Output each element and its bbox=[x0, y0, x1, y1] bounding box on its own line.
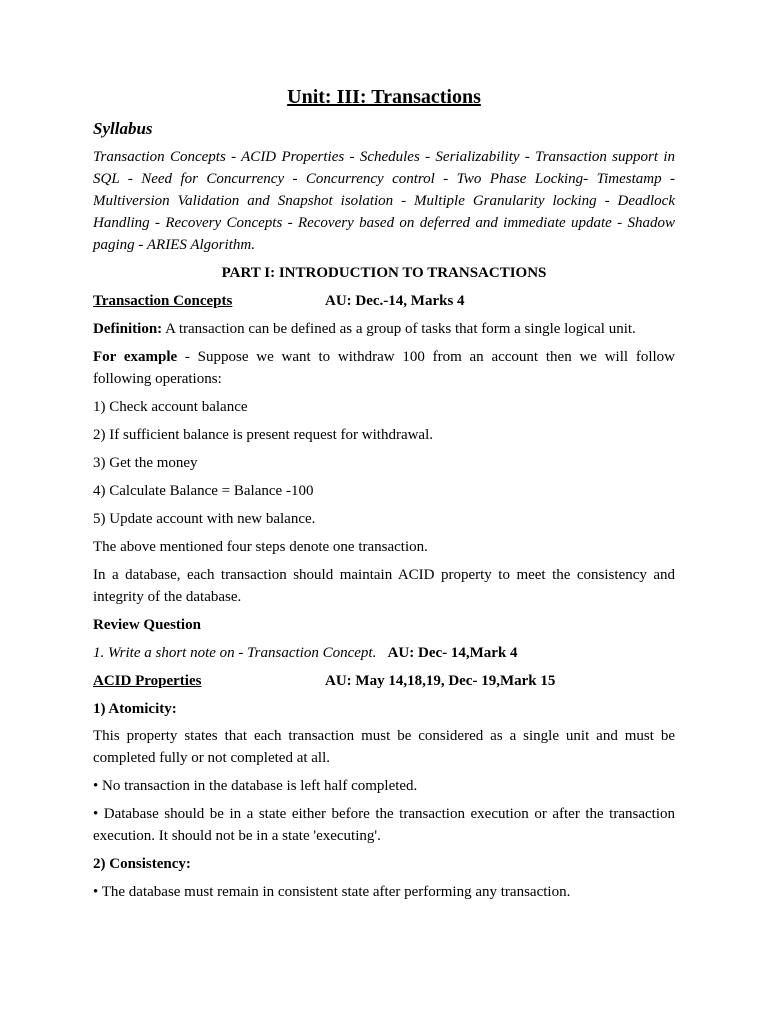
acid-intro-paragraph: In a database, each transaction should maintain ACID property to meet the consistency and integrity of the database. bbox=[93, 567, 675, 605]
atomicity-text: This property states that each transaction must be considered as a single unit and must be completed fully or not completed at all. bbox=[93, 728, 675, 766]
example-label: For example bbox=[93, 349, 178, 365]
list-item: 2) If sufficient balance is present request for withdrawal. bbox=[93, 427, 434, 443]
transaction-concepts-marks: AU: Dec.-14, Marks 4 bbox=[325, 293, 465, 309]
definition-paragraph bbox=[93, 318, 675, 340]
review-question-marks: AU: Dec- 14,Mark 4 bbox=[387, 645, 518, 661]
acid-marks: AU: May 14,18,19, Dec- 19,Mark 15 bbox=[325, 673, 556, 689]
atomicity-bullet: • No transaction in the database is left half completed. bbox=[93, 778, 418, 794]
part1-heading: PART I: INTRODUCTION TO TRANSACTIONS bbox=[221, 265, 547, 281]
page-title: Unit: III: Transactions bbox=[287, 86, 481, 108]
example-text: - Suppose we want to withdraw 100 from an account then we will follow following operations: bbox=[93, 349, 675, 387]
transaction-concepts-heading-row bbox=[93, 290, 675, 312]
review-question-heading: Review Question bbox=[93, 617, 201, 633]
definition-label: Definition: bbox=[93, 321, 163, 337]
definition-text: A transaction can be defined as a group of tasks that form a single logical unit. bbox=[162, 321, 636, 337]
list-item: 1) Check account balance bbox=[93, 399, 248, 415]
atomicity-heading: 1) Atomicity: bbox=[93, 701, 177, 717]
list-item: 5) Update account with new balance. bbox=[93, 511, 316, 527]
consistency-bullet: • The database must remain in consistent state after performing any transaction. bbox=[93, 884, 571, 900]
acid-heading-row bbox=[93, 670, 675, 692]
list-item: 4) Calculate Balance = Balance -100 bbox=[93, 483, 314, 499]
example-paragraph bbox=[93, 346, 675, 390]
consistency-heading: 2) Consistency: bbox=[93, 856, 191, 872]
review-question-row bbox=[93, 642, 675, 664]
syllabus-heading: Syllabus bbox=[93, 119, 153, 138]
steps-summary: The above mentioned four steps denote one transaction. bbox=[93, 539, 428, 555]
atomicity-bullet: • Database should be in a state either before the transaction execution or after the transaction execution. It should not be in a state 'executing'. bbox=[93, 806, 675, 844]
transaction-concepts-heading: Transaction Concepts bbox=[93, 293, 233, 309]
acid-heading: ACID Properties bbox=[93, 673, 202, 689]
syllabus-text: Transaction Concepts - ACID Properties - Schedules - Serializability - Transaction support in SQL - Need for Concurrency - Concurrency control - Two Phase Locking- Timestamp - Multiversion Validation and Snapshot isolation - Multiple Granularity locking - Deadlock Handling - Recovery Concepts - Recovery based on deferred and immediate update - Shadow paging - ARIES Algorithm. bbox=[93, 149, 675, 253]
list-item: 3) Get the money bbox=[93, 455, 198, 471]
review-question-text: 1. Write a short note on - Transaction Concept. bbox=[93, 645, 377, 661]
